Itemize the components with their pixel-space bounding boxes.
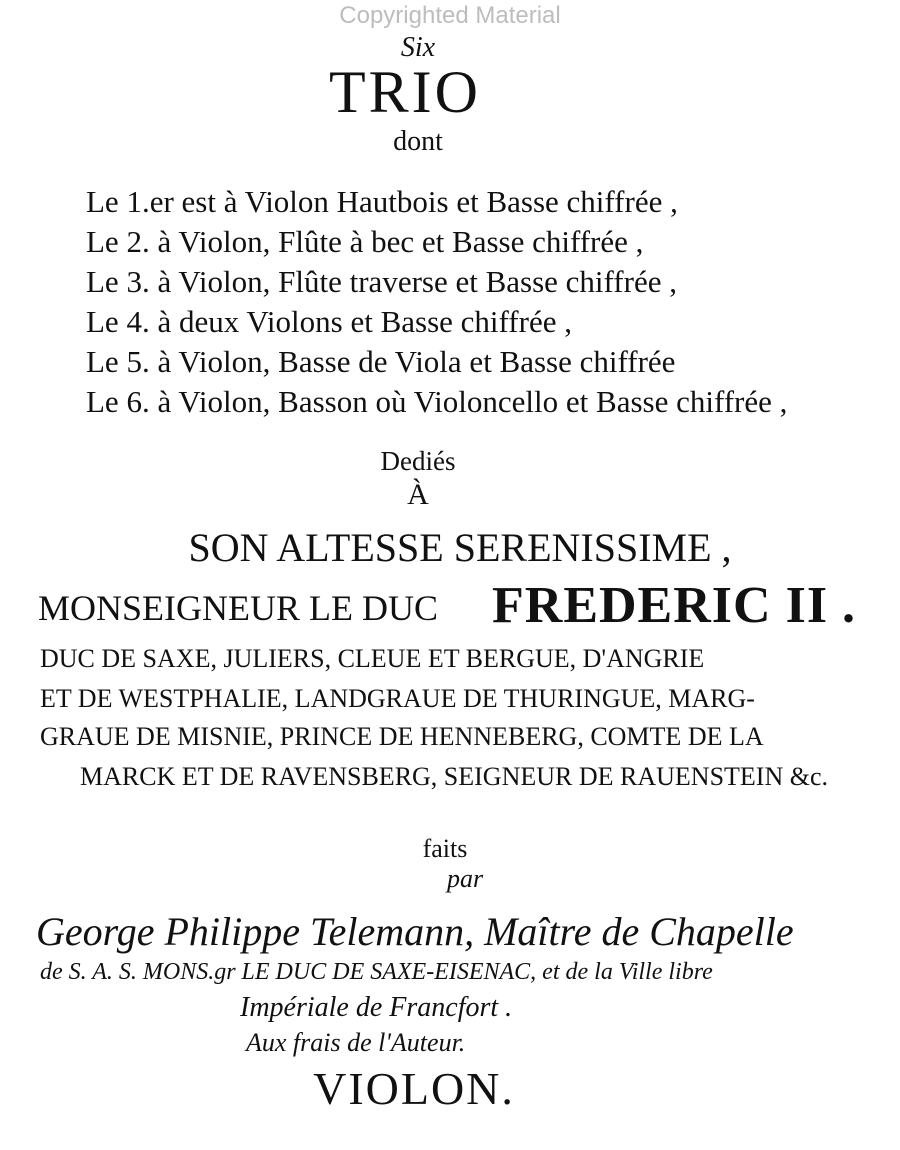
dedication-a: À: [407, 478, 429, 511]
dedication-titles-line: MARCK ET DE RAVENSBERG, SEIGNEUR DE RAUENSTEIN &c.: [80, 762, 828, 791]
heading-six: Six: [400, 32, 436, 63]
trio-list: [86, 186, 787, 426]
part-name: VIOLON.: [313, 1063, 515, 1114]
author-city-line: Impériale de Francfort .: [240, 992, 513, 1023]
trio-item: Le 4. à deux Violons et Basse chiffrée ,: [86, 304, 572, 339]
dedication-titles-line: GRAUE DE MISNIE, PRINCE DE HENNEBERG, COMTE DE LA: [40, 722, 764, 751]
dedication-titles-line: ET DE WESTPHALIE, LANDGRAUE DE THURINGUE, MARG-: [40, 684, 755, 713]
heading-title: TRIO: [329, 59, 481, 125]
author-composer: George Philippe Telemann, Maître de Chapelle: [36, 909, 794, 954]
author-patron-line: de S. A. S. MONS.gr LE DUC DE SAXE-EISENAC, et de la Ville libre: [40, 959, 713, 985]
heading-dont: dont: [393, 126, 443, 157]
trio-item: Le 6. à Violon, Basson où Violoncello et Basse chiffrée ,: [86, 384, 788, 419]
trio-item: Le 2. à Violon, Flûte à bec et Basse chiffrée ,: [86, 224, 644, 259]
trio-item: Le 3. à Violon, Flûte traverse et Basse chiffrée ,: [86, 264, 677, 299]
copyright-watermark: Copyrighted Material: [339, 2, 561, 29]
trio-item: Le 1.er est à Violon Hautbois et Basse chiffrée ,: [86, 184, 678, 219]
author-faits: faits: [422, 834, 468, 863]
dedication-name: FREDERIC II .: [492, 577, 857, 634]
dedication-titles-line: DUC DE SAXE, JULIERS, CLEUE ET BERGUE, D'ANGRIE: [40, 644, 705, 673]
trio-item: Le 5. à Violon, Basse de Viola et Basse chiffrée: [86, 344, 676, 379]
author-par: par: [446, 864, 484, 893]
dedication-altesse: SON ALTESSE SERENISSIME ,: [188, 525, 732, 570]
author-publisher-line: Aux frais de l'Auteur.: [246, 1028, 466, 1057]
dedication-monseigneur: MONSEIGNEUR LE DUC: [38, 588, 438, 628]
dedication-dedies: Dediés: [380, 446, 456, 476]
